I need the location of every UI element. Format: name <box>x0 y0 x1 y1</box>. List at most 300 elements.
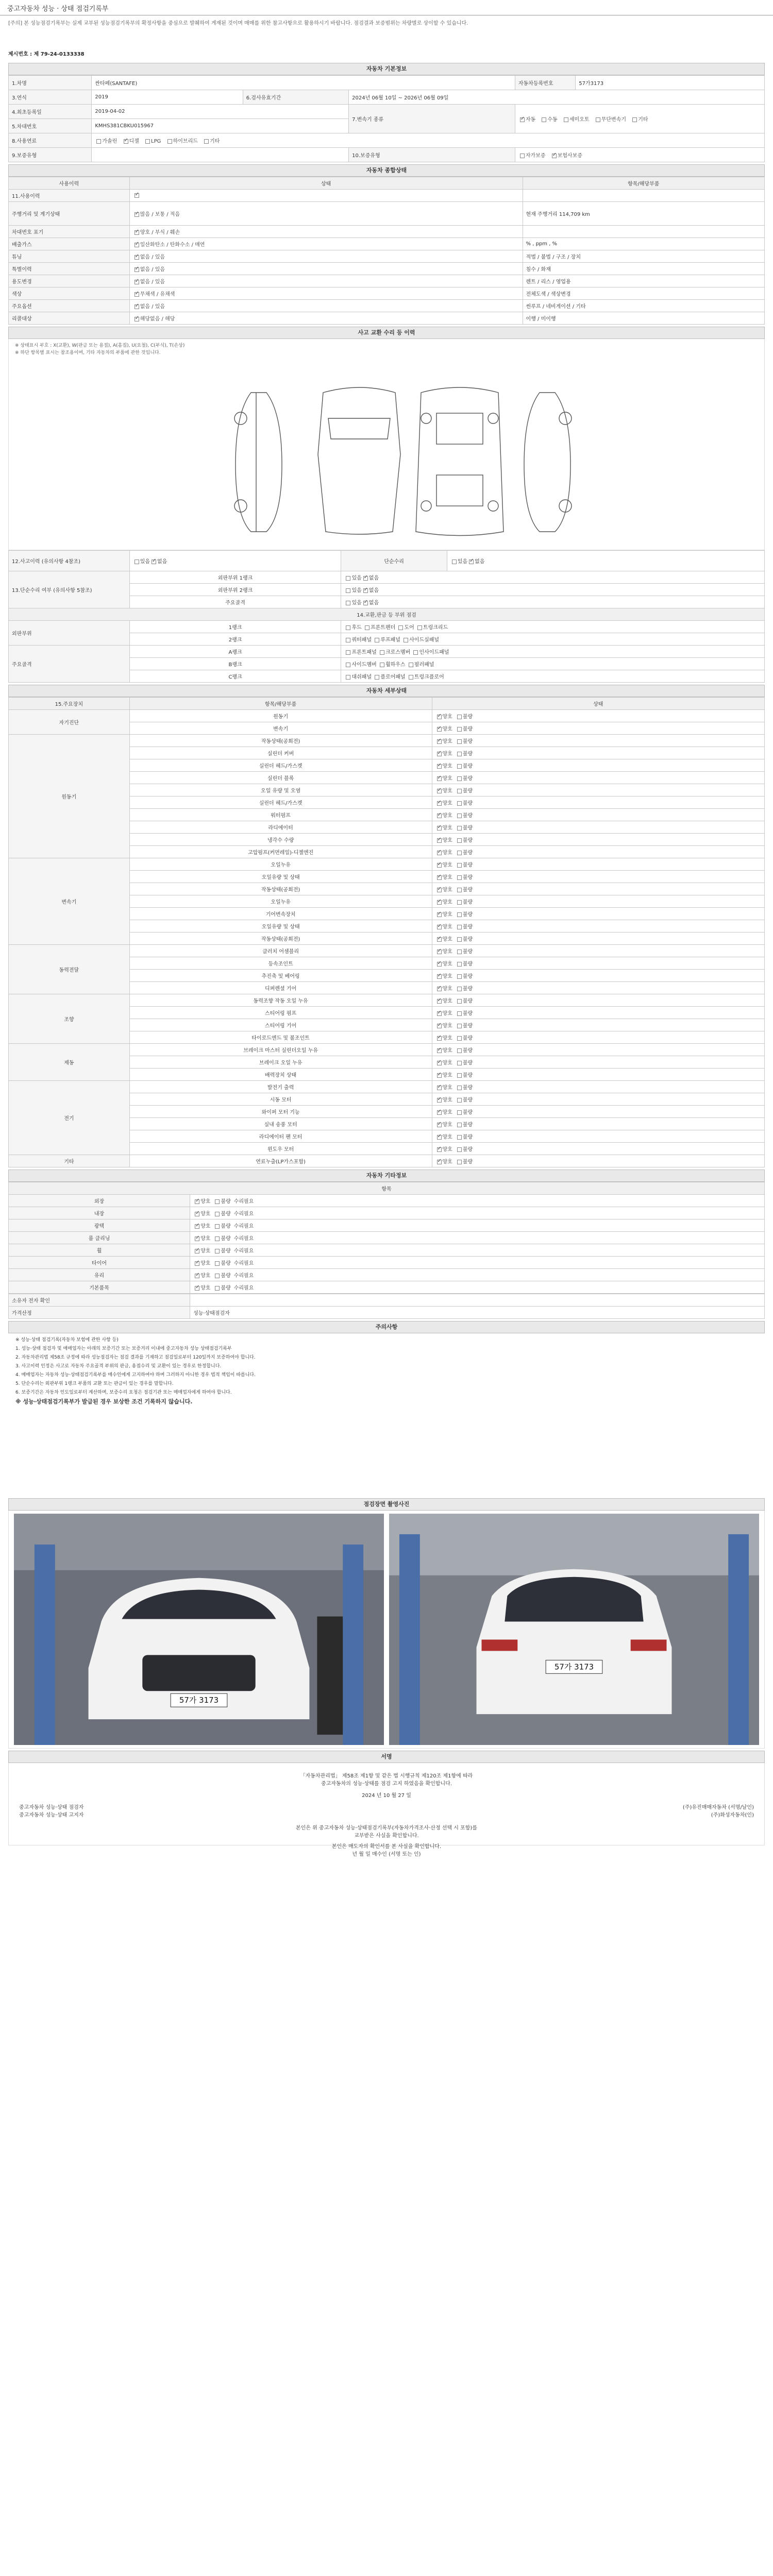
checkbox-icon <box>152 560 156 564</box>
year-value: 2019 <box>92 90 243 105</box>
checkbox-icon <box>346 576 350 581</box>
warranty-options: 자가보증 ✓ 보험사보증 <box>515 148 764 162</box>
checkbox-icon <box>437 776 442 781</box>
overall-row <box>9 202 765 226</box>
checkbox-icon <box>346 625 350 630</box>
checkbox-icon <box>457 900 462 905</box>
trans-label: 7.변속기 종류 <box>349 105 515 133</box>
extra-label: 광택 <box>9 1219 190 1232</box>
checkbox-icon <box>457 912 462 917</box>
checkbox-icon <box>437 900 442 905</box>
checkbox-icon <box>437 925 442 929</box>
checkbox-icon <box>215 1249 220 1253</box>
overall-right: 전체도색 / 색상변경 <box>523 287 764 300</box>
overall-right: 적법 / 불법 / 구조 / 장치 <box>523 250 764 263</box>
checkbox-icon <box>204 139 209 144</box>
checkbox-icon <box>437 974 442 979</box>
checkbox-icon <box>437 962 442 967</box>
checkbox-icon <box>437 1011 442 1016</box>
notice-text: [주의] 본 성능점검기록부는 실제 교부된 성능점검기록부의 확정사항을 중심으로 발췌하여 게재된 것이며 매매를 위한 참고사항으로 활용하시기 바랍니다. 점검결과 보증범위는 차량별로 상이할 수 있습니다. <box>8 21 468 26</box>
detail-status: ✓ 양호 불량 <box>432 722 764 735</box>
extra-label: 유리 <box>9 1269 190 1281</box>
checkbox-icon <box>437 1098 442 1103</box>
overall-right: 침수 / 화재 <box>523 263 764 275</box>
checkbox-icon <box>135 560 139 564</box>
detail-row <box>9 1081 765 1093</box>
detail-status: ✓ 양호 불량 <box>432 834 764 846</box>
overall-value: ✓ 해당없음 / 해당 <box>129 312 523 325</box>
checkbox-icon <box>346 650 350 655</box>
extra-label: 외장 <box>9 1195 190 1207</box>
checkbox-icon <box>457 727 462 732</box>
rank1-outer: 외판부위 1랭크 <box>129 571 341 584</box>
checkbox-icon <box>457 999 462 1004</box>
checkbox-icon <box>457 1036 462 1041</box>
checkbox-icon <box>413 650 418 655</box>
checkbox-icon <box>380 650 384 655</box>
checkbox-icon <box>437 1048 442 1053</box>
checkbox-icon <box>520 154 525 158</box>
checkbox-icon <box>417 625 422 630</box>
overall-value: ✓ 없음 / 있음 <box>129 300 523 312</box>
detail-status: ✓ 양호 불량 <box>432 895 764 908</box>
detail-item: 실내 송풍 모터 <box>129 1118 432 1130</box>
notice-final: ※ 성능·상태점검기록부가 발급된 경우 보상한 조건 기록하지 않습니다. <box>15 1398 193 1405</box>
notice-item: 4. 매매업자는 자동차 성능·상태점검기록부를 매수인에게 고지하여야 하며 그러하지 아니한 경우 법적 책임이 따릅니다. <box>15 1372 256 1378</box>
overall-value: ✓ 양호 / 부식 / 훼손 <box>129 226 523 238</box>
checkbox-icon <box>457 962 462 967</box>
checkbox-icon <box>437 950 442 954</box>
detail-status: ✓ 양호 불량 <box>432 1093 764 1106</box>
detail-row <box>9 710 765 722</box>
checkbox-icon <box>215 1236 220 1241</box>
trans-options: ✓ 자동 수동 세미오토 무단변속기 기타 <box>515 105 764 133</box>
overall-right: 현재 주행거리 114,709 km <box>523 202 764 226</box>
detail-item: 워터펌프 <box>129 809 432 821</box>
main-frame: 주요골격 <box>129 596 341 608</box>
checkbox-icon <box>135 267 139 272</box>
section-overall: 자동차 종합상태 <box>8 164 765 177</box>
checkbox-icon <box>375 675 379 680</box>
overall-row <box>9 312 765 325</box>
overall-right: 이행 / 미이행 <box>523 312 764 325</box>
checkbox-icon <box>457 814 462 818</box>
accident-q1: 12.사고이력 (유의사항 4참조) <box>9 551 130 571</box>
extra-status: ✓ 양호 불량 수리필요 <box>190 1269 765 1281</box>
detail-status: ✓ 양호 불량 <box>432 747 764 759</box>
checkbox-icon <box>346 675 350 680</box>
detail-status: ✓ 양호 불량 <box>432 1143 764 1155</box>
checkbox-icon <box>457 1123 462 1127</box>
detail-status: ✓ 양호 불량 <box>432 945 764 957</box>
vin-value: KMHS381CBKU015967 <box>92 119 349 133</box>
detail-status: ✓ 양호 불량 <box>432 920 764 933</box>
checkbox-icon <box>398 625 403 630</box>
notice-item: 5. 단순수리는 외판부위 1랭크 부품의 교환 또는 판금이 있는 경우를 말합니다. <box>15 1381 174 1386</box>
notice-item: 1. 성능·상태 점검자 및 매매업자는 아래의 보증기간 또는 보증거리 이내에 중고자동차 성능 상태점검기록부 <box>15 1346 232 1351</box>
section-accident: 사고 교환 수리 등 이력 <box>8 327 765 339</box>
checkbox-icon <box>457 715 462 719</box>
extra-status: ✓ 양호 불량 수리필요 <box>190 1195 765 1207</box>
overall-label: 11.사용이력 <box>9 190 130 202</box>
page-header <box>0 0 773 15</box>
overall-value: ✓ 없음 / 있음 <box>129 250 523 263</box>
checkbox-icon <box>437 912 442 917</box>
detail-item: 추진축 및 베어링 <box>129 970 432 982</box>
period-label: 6.검사유효기간 <box>243 90 348 105</box>
cert-no: 제 79-24-0133338 <box>33 52 85 57</box>
detail-status: ✓ 양호 불량 <box>432 821 764 834</box>
detail-group: 동력전달 <box>9 945 130 994</box>
extra-label: 휠 <box>9 1244 190 1257</box>
detail-status: ✓ 양호 불량 <box>432 1069 764 1081</box>
photo-front <box>14 1514 384 1745</box>
extra-row <box>9 1257 765 1269</box>
overall-value: ✓ 많음 / 보통 / 적음 <box>129 202 523 226</box>
checkbox-icon <box>457 888 462 892</box>
checkbox-icon <box>346 638 350 642</box>
detail-status: ✓ 양호 불량 <box>432 908 764 920</box>
checkbox-icon <box>457 925 462 929</box>
checkbox-icon <box>437 826 442 831</box>
detail-group: 제동 <box>9 1044 130 1081</box>
detail-status: ✓ 양호 불량 <box>432 1056 764 1069</box>
checkbox-icon <box>564 117 568 122</box>
checkbox-icon <box>457 826 462 831</box>
checkbox-icon <box>457 875 462 880</box>
checkbox-icon <box>437 1135 442 1140</box>
overall-label: 차대번호 표기 <box>9 226 130 238</box>
car-top-rear <box>416 387 503 536</box>
extra-table: 항목 외장 ✓ 양호 불량 수리필요 내장 ✓ 양호 불량 수리필요 광택 ✓ 양호 불량 수리필요 룸 클리닝 ✓ 양호 불량 수리필요 휠 ✓ 양호 불량 수리필요 타이어 ✓ 양호 불량 수리필요 유리 ✓ 양호 불량 수리필요 기본품목 ✓ 양호 불량 수리필요 <box>8 1182 765 1294</box>
section-basic: 자동차 기본정보 <box>8 63 765 75</box>
extra-row <box>9 1207 765 1219</box>
checkbox-icon <box>457 1048 462 1053</box>
checkbox-icon <box>215 1199 220 1204</box>
checkbox-icon <box>437 1123 442 1127</box>
car-side-left <box>234 393 282 532</box>
checkbox-icon <box>215 1212 220 1216</box>
car-diagram <box>9 362 764 547</box>
extra-status: ✓ 양호 불량 수리필요 <box>190 1219 765 1232</box>
detail-item: 연료누출(LP가스포함) <box>129 1155 432 1167</box>
detail-item: 기어변속장치 <box>129 908 432 920</box>
checkbox-icon <box>457 1011 462 1016</box>
section-detail: 자동차 세부상태 <box>8 685 765 697</box>
notice-item: 2. 자동차관리법 제58조 규정에 따라 성능점검자는 점검 결과를 기재하고 점검일로부터 120일까지 보증하여야 합니다. <box>15 1355 256 1360</box>
vin-label: 5.차대번호 <box>9 119 92 133</box>
checkbox-icon <box>437 752 442 756</box>
overall-table: 사용이력 상태 항목/해당부품 11.사용이력 ✓ 주행거리 및 계기상태 ✓ 많음 / 보통 / 적음 현재 주행거리 114,709 km 차대번호 표기 ✓ 양호 / 부식 / 훼손 배출가스 ✓ 일산화탄소 / 탄화수소 / 매연 % , ppm , % 튜닝 ✓ 없음 / 있음 적법 / 불법 / 구조 / 장치 특별이력 ✓ 없음 / 있음 침수 / 화재 용도변경 ✓ 없음 / 있음 렌트 / 리스 / 영업용 색상 ✓ 무채색 / 유채색 전체도색 / 색상변경 주요옵션 ✓ 없음 / 있음 썬루프 / 네비게이션 / 기타 리콜대상 ✓ 해당없음 / 해당 이행 / 미이행 <box>8 177 765 325</box>
checkbox-icon <box>346 601 350 605</box>
section-sign: 서명 <box>8 1751 765 1763</box>
detail-item: 동력조향 작동 오일 누유 <box>129 994 432 1007</box>
checkbox-icon <box>135 304 139 309</box>
extra-row <box>9 1232 765 1244</box>
first-reg-value: 2019-04-02 <box>92 105 349 119</box>
checkbox-icon <box>437 851 442 855</box>
notice-item: 3. 사고이력 인정은 사고로 자동차 주요골격 부위의 판금, 용접수리 및 교환이 있는 경우로 한정합니다. <box>15 1364 222 1369</box>
checkbox-icon <box>346 663 350 667</box>
basic-table <box>8 75 765 162</box>
checkbox-icon <box>596 117 600 122</box>
checkbox-icon <box>457 1135 462 1140</box>
certificate-number: 제시번호 : 제 79-24-0133338 <box>8 52 85 57</box>
checkbox-icon <box>135 292 139 297</box>
detail-status: ✓ 양호 불량 <box>432 871 764 883</box>
first-reg-label: 4.최초등록일 <box>9 105 92 119</box>
section-extra: 자동차 기타정보 <box>8 1170 765 1182</box>
plate-text-front: 57가 3173 <box>179 1696 219 1705</box>
photo-rear <box>389 1514 759 1745</box>
detail-item: 오일누유 <box>129 895 432 908</box>
detail-status: ✓ 양호 불량 <box>432 994 764 1007</box>
detail-status: ✓ 양호 불량 <box>432 784 764 796</box>
checkbox-icon <box>195 1224 199 1229</box>
detail-group: 조향 <box>9 994 130 1044</box>
checkbox-icon <box>437 863 442 868</box>
checkbox-icon <box>437 1073 442 1078</box>
checkbox-icon <box>135 280 139 284</box>
extra-row <box>9 1219 765 1232</box>
extra-row <box>9 1244 765 1257</box>
extra-label: 룸 클리닝 <box>9 1232 190 1244</box>
overall-label: 튜닝 <box>9 250 130 263</box>
detail-item: 윈도우 모터 <box>129 1143 432 1155</box>
warranty2-label: 10.보증유형 <box>349 148 515 162</box>
detail-item: 등속조인트 <box>129 957 432 970</box>
overall-row <box>9 250 765 263</box>
detail-item: 실린더 헤드/가스켓 <box>129 759 432 772</box>
checkbox-icon <box>632 117 637 122</box>
overall-right: 렌트 / 리스 / 영업용 <box>523 275 764 287</box>
extra-label: 내장 <box>9 1207 190 1219</box>
detail-item: 오일 유량 및 오염 <box>129 784 432 796</box>
checkbox-icon <box>457 1073 462 1078</box>
checkbox-icon <box>457 1110 462 1115</box>
detail-status: ✓ 양호 불량 <box>432 1130 764 1143</box>
detail-item: 냉각수 수량 <box>129 834 432 846</box>
detail-status: ✓ 양호 불량 <box>432 933 764 945</box>
detail-status: ✓ 양호 불량 <box>432 957 764 970</box>
checkbox-icon <box>195 1286 199 1291</box>
checkbox-icon <box>437 1036 442 1041</box>
extra-label: 기본품목 <box>9 1281 190 1294</box>
detail-item: 배력장치 상태 <box>129 1069 432 1081</box>
extra-row <box>9 1281 765 1294</box>
page-title: 중고자동차 성능 · 상태 점검기록부 <box>7 5 109 13</box>
checkbox-icon <box>365 625 369 630</box>
checkbox-icon <box>437 937 442 942</box>
detail-item: 스티어링 펌프 <box>129 1007 432 1019</box>
overall-value: ✓ 일산화탄소 / 탄화수소 / 매연 <box>129 238 523 250</box>
detail-row <box>9 945 765 957</box>
car-top-front <box>318 387 400 534</box>
detail-status: ✓ 양호 불량 <box>432 970 764 982</box>
period-value: 2024년 06월 10일 ~ 2026년 06월 09일 <box>349 90 765 105</box>
overall-value: ✓ 없음 / 있음 <box>129 275 523 287</box>
detail-group: 변속기 <box>9 858 130 945</box>
name-label: 1.차명 <box>9 76 92 90</box>
detail-status: ✓ 양호 불량 <box>432 1031 764 1044</box>
checkbox-icon <box>457 987 462 991</box>
detail-group: 자기진단 <box>9 710 130 735</box>
section-photos: 점검장면 촬영사진 <box>8 1498 765 1511</box>
checkbox-icon <box>437 1147 442 1152</box>
detail-item: 고압펌프(커먼레일)-디젤엔진 <box>129 846 432 858</box>
notice-item: ※ 성능·상태 점검기록(자동차 보험에 관한 사항 등) <box>15 1337 119 1343</box>
fuel-label: 8.사용연료 <box>9 133 92 148</box>
checkbox-icon <box>457 1024 462 1028</box>
overall-label: 배출가스 <box>9 238 130 250</box>
checkbox-icon <box>375 638 379 642</box>
checkbox-icon <box>437 875 442 880</box>
extra-footer: 소유자 전자 확인 가격산정 성능·상태점검자 <box>8 1294 765 1319</box>
checkbox-icon <box>363 576 368 581</box>
detail-item: 시동 모터 <box>129 1093 432 1106</box>
detail-item: 발전기 출력 <box>129 1081 432 1093</box>
checkbox-icon <box>457 1098 462 1103</box>
overall-row <box>9 300 765 312</box>
checkbox-icon <box>215 1286 220 1291</box>
detail-status: ✓ 양호 불량 <box>432 1007 764 1019</box>
overall-row <box>9 238 765 250</box>
checkbox-icon <box>167 139 172 144</box>
extra-status: ✓ 양호 불량 수리필요 <box>190 1232 765 1244</box>
checkbox-icon <box>346 588 350 593</box>
checkbox-icon <box>195 1274 199 1278</box>
detail-status: ✓ 양호 불량 <box>432 1155 764 1167</box>
checkbox-icon <box>457 752 462 756</box>
extra-status: ✓ 양호 불량 수리필요 <box>190 1257 765 1269</box>
detail-item: 디퍼렌셜 기어 <box>129 982 432 994</box>
checkbox-icon <box>96 139 101 144</box>
overall-right <box>523 190 764 202</box>
detail-item: 실린더 커버 <box>129 747 432 759</box>
checkbox-icon <box>437 814 442 818</box>
checkbox-icon <box>457 801 462 806</box>
overall-right <box>523 226 764 238</box>
detail-status: ✓ 양호 불량 <box>432 1106 764 1118</box>
detail-status: ✓ 양호 불량 <box>432 710 764 722</box>
checkbox-icon <box>437 1110 442 1115</box>
checkbox-icon <box>437 789 442 793</box>
detail-status: ✓ 양호 불량 <box>432 759 764 772</box>
overall-label: 주요옵션 <box>9 300 130 312</box>
detail-group: 원동기 <box>9 735 130 858</box>
checkbox-icon <box>452 560 457 564</box>
checkbox-icon <box>135 317 139 321</box>
simple-repair-label: 단순수리 <box>341 551 447 571</box>
checkbox-icon <box>215 1261 220 1266</box>
extra-label: 타이어 <box>9 1257 190 1269</box>
accident-q2: 13.단순수리 여부 (유의사항 5참조) <box>9 571 130 608</box>
checkbox-icon <box>437 838 442 843</box>
detail-item: 변속기 <box>129 722 432 735</box>
checkbox-icon <box>469 560 474 564</box>
checkbox-icon <box>195 1212 199 1216</box>
checkbox-icon <box>457 851 462 855</box>
detail-row <box>9 858 765 871</box>
year-label: 3.연식 <box>9 90 92 105</box>
checkbox-icon <box>437 987 442 991</box>
checkbox-icon <box>437 727 442 732</box>
checkbox-icon <box>124 139 128 144</box>
parts-head: 14.교환,판금 등 부위 점검 <box>9 608 765 621</box>
checkbox-icon <box>457 838 462 843</box>
detail-row <box>9 994 765 1007</box>
checkbox-icon <box>215 1224 220 1229</box>
checkbox-icon <box>457 937 462 942</box>
legend: ※ 상태표시 부호 : X(교환), W(판금 또는 용접), A(흠집), U(요철), C(부식), T(손상) ※ 하단 항목별 표시는 참조용이며, 기타 자동차의 부품에 관한 것입니다. <box>15 343 185 355</box>
checkbox-icon <box>437 739 442 744</box>
detail-item: 클러치 어셈블리 <box>129 945 432 957</box>
detail-item: 오일유량 및 상태 <box>129 920 432 933</box>
checkbox-icon <box>215 1274 220 1278</box>
checkbox-icon <box>437 1024 442 1028</box>
detail-item: 오일누유 <box>129 858 432 871</box>
detail-item: 타이로드엔드 및 볼조인트 <box>129 1031 432 1044</box>
detail-item: 작동상태(공회전) <box>129 735 432 747</box>
accident-table: 12.사고이력 (유의사항 4참조) 있음✓ 없음 단순수리 있음✓ 없음 13.단순수리 여부 (유의사항 5참조) 외판부위 1랭크 있음✓ 없음 외판부위 2랭크 있음✓ 없음 주요골격 있음✓ 없음 14.교환,판금 등 부위 점검 외판부위 1랭크 후드 프론트펜더 도어 트렁크리드 2랭크 쿼터패널 루프패널 사이드실패널 주요골격 A랭크 프론트패널 크로스멤버 인사이드패널 B랭크 사이드멤버 휠하우스 필러패널 C랭크 대쉬패널 플로어패널 트렁크플로어 <box>8 550 765 683</box>
detail-item: 브레이크 마스터 실린더오일 누유 <box>129 1044 432 1056</box>
checkbox-icon <box>457 776 462 781</box>
checkbox-icon <box>457 950 462 954</box>
car-rear-image <box>389 1514 759 1745</box>
detail-table: 15.주요장치 항목/해당부품 상태 자기진단 원동기 ✓ 양호 불량 변속기 ✓ 양호 불량 원동기 작동상태(공회전) ✓ 양호 불량 실린더 커버 ✓ 양호 불량 실린더 헤드/가스켓 ✓ 양호 불량 실린더 블록 ✓ 양호 불량 오일 유량 및 오염 ✓ 양호 불량 실린더 헤드/가스켓 ✓ 양호 불량 워터펌프 ✓ 양호 불량 라디에이터 ✓ 양호 불량 냉각수 수량 ✓ 양호 불량 고압펌프(커먼레일)-디젤엔진 ✓ 양호 불량 변속기 오일누유 ✓ 양호 불량 오일유량 및 상태 ✓ 양호 불량 작동상태(공회전) ✓ 양호 불량 오일누유 ✓ 양호 불량 기어변속장치 ✓ 양호 불량 오일유량 및 상태 ✓ 양호 불량 작동상태(공회전) ✓ 양호 불량 동력전달 클러치 어셈블리 ✓ 양호 불량 등속조인트 ✓ 양호 불량 추진축 및 베어링 ✓ 양호 불량 디퍼렌셜 기어 ✓ 양호 불량 조향 동력조향 작동 오일 누유 ✓ 양호 불량 스티어링 펌프 ✓ 양호 불량 스티어링 기어 ✓ 양호 불량 타이로드엔드 및 볼조인트 ✓ 양호 불량 제동 브레이크 마스터 실린더오일 누유 ✓ 양호 불량 브레이크 오일 누유 ✓ 양호 불량 배력장치 상태 ✓ 양호 불량 전기 발전기 출력 ✓ 양호 불량 시동 모터 ✓ 양호 불량 와이퍼 모터 기능 ✓ 양호 불량 실내 송풍 모터 ✓ 양호 불량 라디에이터 팬 모터 ✓ 양호 불량 윈도우 모터 ✓ 양호 불량 기타 연료누출(LP가스포함) ✓ 양호 불량 <box>8 697 765 1167</box>
detail-row <box>9 1044 765 1056</box>
checkbox-icon <box>380 663 384 667</box>
detail-status: ✓ 양호 불량 <box>432 1044 764 1056</box>
detail-status: ✓ 양호 불량 <box>432 809 764 821</box>
overall-label: 용도변경 <box>9 275 130 287</box>
checkbox-icon <box>457 863 462 868</box>
checkbox-icon <box>437 715 442 719</box>
checkbox-icon <box>457 1147 462 1152</box>
overall-label: 리콜대상 <box>9 312 130 325</box>
detail-item: 브레이크 오일 누유 <box>129 1056 432 1069</box>
detail-status: ✓ 양호 불량 <box>432 846 764 858</box>
checkbox-icon <box>542 117 546 122</box>
warranty-label: 9.보증유형 <box>9 148 92 162</box>
detail-item: 스티어링 기어 <box>129 1019 432 1031</box>
checkbox-icon <box>457 1160 462 1164</box>
detail-status: ✓ 양호 불량 <box>432 1081 764 1093</box>
extra-status: ✓ 양호 불량 수리필요 <box>190 1281 765 1294</box>
checkbox-icon <box>363 601 368 605</box>
reg-value: 57가3173 <box>576 76 765 90</box>
extra-status: ✓ 양호 불량 수리필요 <box>190 1207 765 1219</box>
detail-status: ✓ 양호 불량 <box>432 735 764 747</box>
checkbox-icon <box>195 1236 199 1241</box>
checkbox-icon <box>457 1061 462 1065</box>
car-diagram-area <box>8 339 765 550</box>
detail-status: ✓ 양호 불량 <box>432 772 764 784</box>
detail-item: 작동상태(공회전) <box>129 883 432 895</box>
plate-text-rear: 57가 3173 <box>554 1662 594 1672</box>
detail-group: 기타 <box>9 1155 130 1167</box>
detail-status: ✓ 양호 불량 <box>432 1019 764 1031</box>
overall-value <box>129 190 523 202</box>
overall-row <box>9 190 765 202</box>
checkbox-icon <box>457 1086 462 1090</box>
notice-item: 6. 보증기간은 자동차 인도일로부터 계산하며, 보증수리 요청은 점검기관 또는 매매업자에게 하여야 합니다. <box>15 1390 232 1395</box>
detail-item: 작동상태(공회전) <box>129 933 432 945</box>
checkbox-icon <box>135 243 139 247</box>
extra-row <box>9 1195 765 1207</box>
checkbox-icon <box>145 139 150 144</box>
checkbox-icon <box>457 739 462 744</box>
